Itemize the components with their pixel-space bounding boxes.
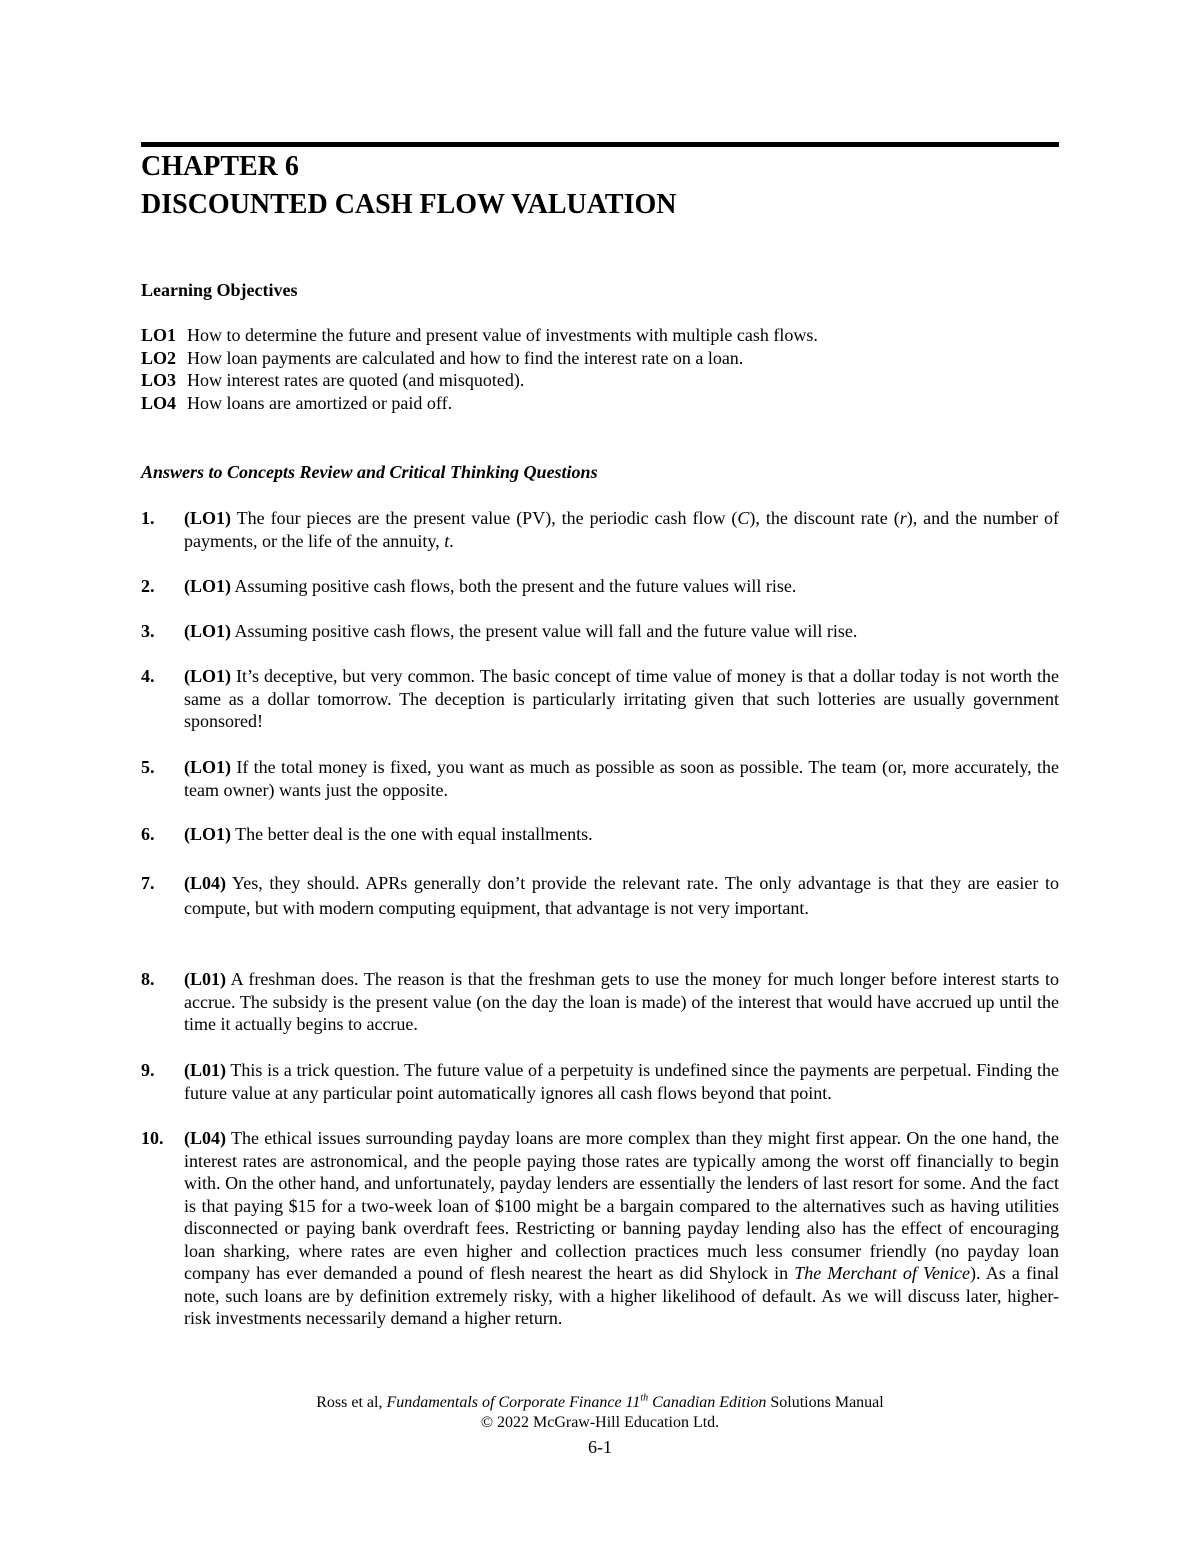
learning-objective-item — [141, 347, 818, 370]
answer-number: 1. — [141, 508, 155, 528]
answer-text-part: . — [449, 530, 454, 551]
answer-lo-tag: (L01) — [184, 1060, 226, 1080]
chapter-rule — [141, 142, 1059, 147]
chapter-title: DISCOUNTED CASH FLOW VALUATION — [141, 189, 677, 220]
answer-text-part: Assuming positive cash flows, the present value will fall and the future value will rise. — [231, 621, 858, 641]
chapter-number: CHAPTER 6 — [141, 151, 299, 182]
page-number: 6-1 — [588, 1437, 612, 1457]
answer-lo-tag: (LO1) — [184, 666, 231, 686]
answer-text — [184, 575, 1059, 598]
lo-text: How interest rates are quoted (and misquoted). — [187, 370, 525, 390]
answer-lo-tag: (L04) — [184, 873, 226, 893]
answer-item — [141, 968, 1059, 1036]
answer-item — [141, 871, 1059, 920]
answer-text — [184, 1059, 1059, 1104]
answer-text — [184, 1127, 1059, 1330]
answer-item — [141, 1127, 1059, 1330]
lo-code: LO4 — [141, 392, 177, 413]
answer-text-part: Assuming positive cash flows, both the present and the future values will rise. — [231, 576, 797, 596]
answer-number: 10. — [141, 1128, 164, 1148]
answer-lo-tag: (LO1) — [184, 508, 231, 528]
answer-number: 3. — [141, 621, 155, 641]
answer-text-part: Yes, they should. APRs generally don’t provide the relevant rate. The only advantage is that they are easier to compute, but with modern computing equipment, that advantage is not very important. — [184, 873, 1059, 918]
answer-lo-tag: (L01) — [184, 969, 226, 989]
answer-item — [141, 1059, 1059, 1104]
answer-number: 7. — [141, 873, 155, 893]
lo-code: LO3 — [141, 370, 177, 390]
answer-text — [184, 823, 1059, 846]
answer-emphasis: C — [737, 508, 750, 528]
answer-item — [141, 620, 1059, 643]
footer-edition-superscript: th — [640, 1392, 649, 1404]
answer-text — [184, 620, 1059, 643]
answer-emphasis: t — [444, 530, 450, 551]
answer-number: 6. — [141, 824, 155, 844]
answer-text-part: ), and the number of payments, or the life of the annuity, — [184, 508, 1059, 551]
footer-citation — [0, 1393, 1200, 1413]
answer-text-part: The four pieces are the present value (PV), the periodic cash flow ( — [231, 508, 738, 528]
answer-text — [184, 871, 1059, 920]
answer-lo-tag: (LO1) — [184, 576, 231, 596]
answer-text-part: A freshman does. The reason is that the freshman gets to use the money for much longer before interest starts to accrue. The subsidy is the present value (on the day the loan is made) of the interest that would have accrued up until the time it actually begins to accrue. — [184, 969, 1059, 1034]
learning-objectives-heading: Learning Objectives — [141, 280, 298, 300]
answer-text-part: If the total money is fixed, you want as much as possible as soon as possible. The team (or, more accurately, the team owner) wants just the opposite. — [184, 757, 1059, 800]
lo-code: LO2 — [141, 347, 177, 368]
footer-book-title: Fundamentals of Corporate Finance 11 — [386, 1394, 641, 1411]
lo-code: LO1 — [141, 325, 177, 345]
answer-text — [184, 665, 1059, 733]
answer-text — [184, 507, 1059, 552]
answer-item — [141, 507, 1059, 552]
answer-text-part: The ethical issues surrounding payday loans are more complex than they might first appear. On the one hand, the interest rates are astronomical, and the people paying those rates are typically among the worst off financially to begin with. On the other hand, and unfortunately, payday lenders are essentially the lenders of last resort for some. And the fact is that paying $15 for a two-week loan of $100 might be a bargain compared to the alternatives such as having utilities disconnected or paying bank overdraft fees. Restricting or banning payday lending also has the effect of encouraging loan sharking, where rates are even higher and collection practices much less consumer friendly (no payday loan company has ever demanded a pound of flesh nearest the heart as did Shylock in — [184, 1128, 1059, 1283]
answer-number: 8. — [141, 969, 155, 989]
answer-item — [141, 823, 1059, 846]
answer-lo-tag: (LO1) — [184, 824, 231, 844]
answer-item — [141, 756, 1059, 801]
answer-lo-tag: (LO1) — [184, 757, 231, 777]
answer-number: 5. — [141, 757, 155, 777]
answers-heading: Answers to Concepts Review and Critical Thinking Questions — [141, 462, 598, 482]
learning-objective-item — [141, 369, 818, 392]
lo-text: How loan payments are calculated and how to find the interest rate on a loan. — [187, 347, 744, 368]
answer-number: 2. — [141, 576, 155, 596]
footer-manual: Solutions Manual — [766, 1394, 884, 1411]
lo-text: How to determine the future and present value of investments with multiple cash flows. — [187, 325, 818, 345]
answer-lo-tag: (L04) — [184, 1128, 226, 1148]
footer-edition: Canadian Edition — [648, 1394, 767, 1411]
answer-emphasis: The Merchant of Venice — [794, 1263, 971, 1283]
answer-text-part: ). As a final note, such loans are by definition extremely risky, with a higher likelihood of default. As we will discuss later, higher-risk investments necessarily demand a higher return. — [184, 1263, 1059, 1328]
answer-text — [184, 756, 1059, 801]
footer-copyright: © 2022 McGraw-Hill Education Ltd. — [480, 1414, 720, 1431]
answer-number: 9. — [141, 1060, 155, 1080]
lo-text: How loans are amortized or paid off. — [187, 392, 453, 413]
answer-text-part: The better deal is the one with equal installments. — [231, 824, 593, 844]
answer-lo-tag: (LO1) — [184, 621, 231, 641]
footer-authors: Ross et al, — [316, 1394, 387, 1411]
answer-item — [141, 575, 1059, 598]
learning-objective-item — [141, 392, 818, 415]
answer-text-part: This is a trick question. The future value of a perpetuity is undefined since the payments are perpetual. Finding the future value at any particular point automatically ignores all cash flows beyond that point. — [184, 1060, 1059, 1103]
answer-text-part: ), the discount rate ( — [749, 508, 900, 528]
learning-objectives-list — [141, 324, 818, 414]
answer-number: 4. — [141, 666, 155, 686]
answer-text — [184, 968, 1059, 1036]
answer-text-part: It’s deceptive, but very common. The basic concept of time value of money is that a dollar today is not worth the same as a dollar tomorrow. The deception is particularly irritating given that such lotteries are usually government sponsored! — [184, 666, 1059, 731]
answer-item — [141, 665, 1059, 733]
answer-emphasis: r — [899, 508, 907, 528]
learning-objective-item — [141, 324, 818, 347]
